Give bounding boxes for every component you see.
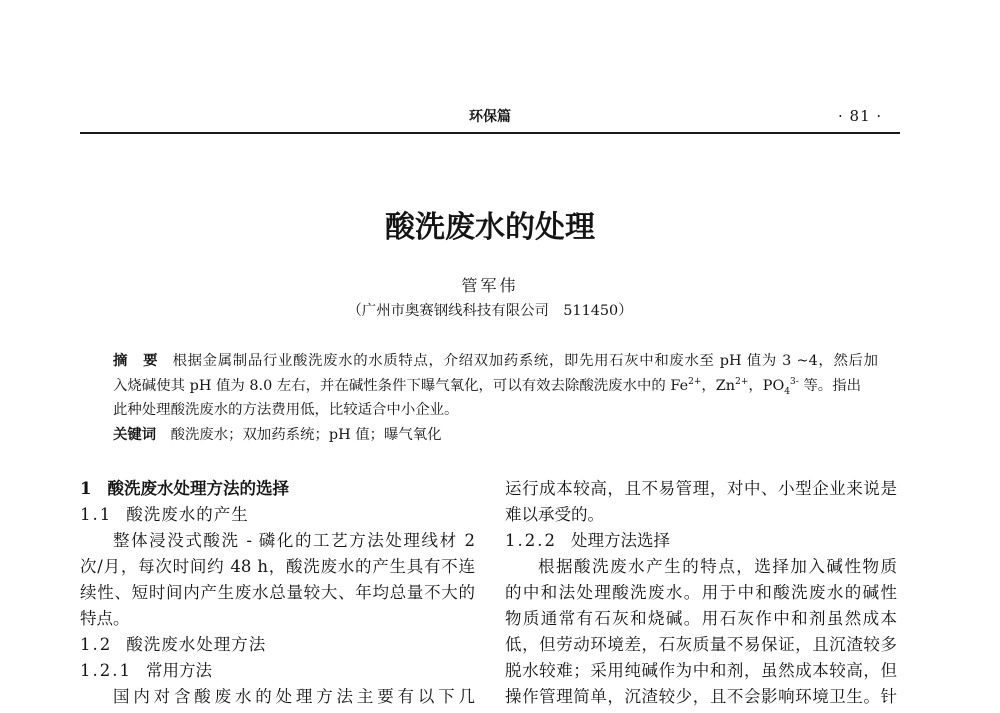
subsection-number: 1.1 <box>80 505 113 524</box>
abstract-label: 摘 要 <box>113 352 159 369</box>
paragraph-line: 特点。 <box>80 609 130 628</box>
page-number: · 81 · <box>838 107 883 125</box>
keywords-line <box>113 423 878 448</box>
keywords-label: 关键词 <box>113 425 157 443</box>
subsubsection-number: 1.2.1 <box>80 661 132 680</box>
subsubsection-heading <box>505 528 897 554</box>
abstract-text: ，Zn <box>701 377 736 394</box>
abstract-block <box>113 349 878 447</box>
right-column <box>505 476 897 710</box>
ion-charge: 3- <box>790 376 799 387</box>
running-header-section: 环保篇 <box>469 109 511 125</box>
paragraph-line: 根据酸洗废水产生的特点，选择加入碱性物质 <box>538 557 897 576</box>
abstract-text: 根据金属制品行业酸洗废水的水质特点，介绍双加药系统，即先用石灰中和废水至 pH 值为 3 ~4，然后加 <box>172 353 878 369</box>
keywords-text: 酸洗废水；双加药系统；pH 值；曝气氧化 <box>170 426 442 443</box>
subsubsection-title: 常用方法 <box>145 661 212 680</box>
ion-charge: 2+ <box>688 376 702 387</box>
ion-charge: 2+ <box>735 376 749 387</box>
paragraph-line: 操作管理简单，沉渣较少，且不会影响环境卫生。针 <box>505 687 897 706</box>
paragraph-line: 整体浸没式酸洗 - 磷化的工艺方法处理线材 2 <box>113 531 475 550</box>
paragraph-line: 次/月，每次时间约 48 h，酸洗废水的产生具有不连 <box>80 557 475 576</box>
header-rule <box>80 132 900 134</box>
subsubsection-number: 1.2.2 <box>505 531 557 550</box>
article-title: 酸洗废水的处理 <box>385 210 595 245</box>
section-heading <box>80 476 475 502</box>
abstract-line: 此种处理酸洗废水的方法费用低，比较适合中小企业。 <box>113 402 459 418</box>
subsection-heading <box>80 632 475 658</box>
subsubsection-title: 处理方法选择 <box>570 531 670 550</box>
paragraph-line: 物质通常有石灰和烧碱。用石灰作中和剂虽然成本 <box>505 609 897 628</box>
abstract-text: 等。指出 <box>798 377 861 394</box>
subsubsection-heading <box>80 658 475 684</box>
subsection-number: 1.2 <box>80 635 113 654</box>
paragraph-line: 国内对含酸废水的处理方法主要有以下几 <box>113 687 475 706</box>
section-number: 1 <box>80 479 92 498</box>
ion-subscript: 4 <box>784 386 791 397</box>
section-title: 酸洗废水处理方法的选择 <box>107 479 289 498</box>
paragraph-line: 运行成本较高，且不易管理，对中、小型企业来说是 <box>505 479 897 498</box>
abstract-text: 入烧碱使其 pH 值为 8.0 左右，并在碱性条件下曝气氧化，可以有效去除酸洗废水中的 Fe <box>113 377 689 394</box>
abstract-line <box>113 349 878 374</box>
paragraph-line: 低，但劳动环境差，石灰质量不易保证，且沉渣较多 <box>505 635 897 654</box>
abstract-text: ，PO <box>748 377 785 394</box>
paragraph-line: 续性、短时间内产生废水总量较大、年均总量不大的 <box>80 583 475 602</box>
subsection-heading <box>80 502 475 528</box>
author-name: 管军伟 <box>461 276 519 295</box>
paragraph-line: 的中和法处理酸洗废水。用于中和酸洗废水的碱性 <box>505 583 897 602</box>
left-column <box>80 476 475 710</box>
paragraph-line: 难以承受的。 <box>505 505 604 524</box>
subsection-title: 酸洗废水的产生 <box>126 505 249 524</box>
paragraph-line: 脱水较难；采用纯碱作为中和剂，虽然成本较高，但 <box>505 661 897 680</box>
abstract-line <box>113 374 861 399</box>
author-affiliation: （广州市奥赛钢线科技有限公司 511450） <box>347 303 633 319</box>
subsection-title: 酸洗废水处理方法 <box>126 635 267 654</box>
